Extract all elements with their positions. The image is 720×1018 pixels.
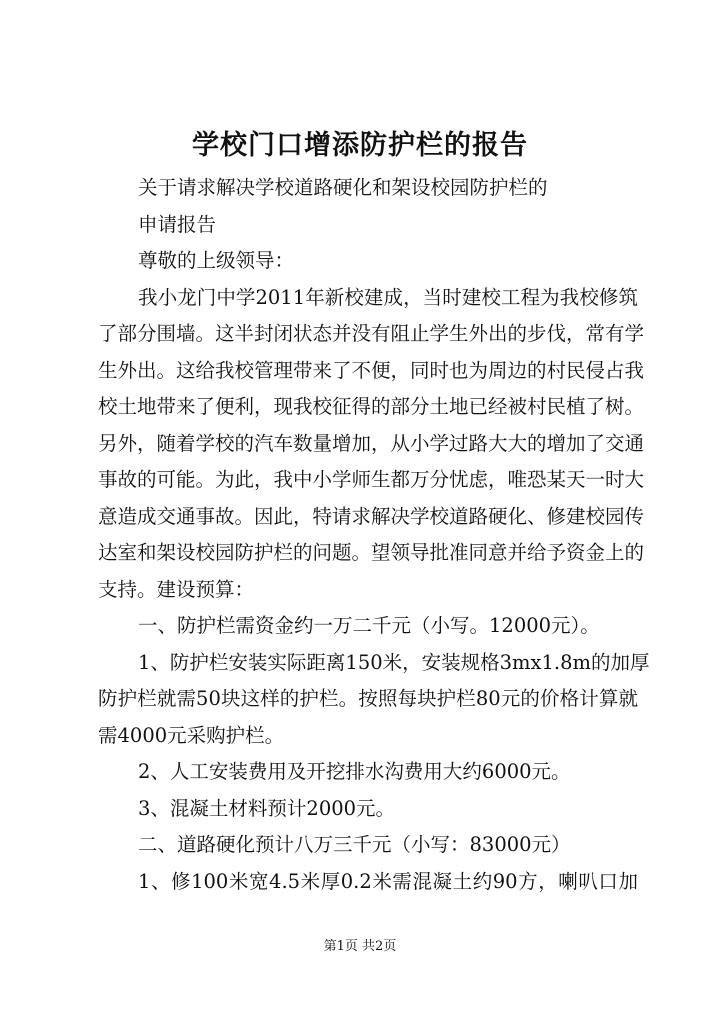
body-line: 关于请求解决学校道路硬化和架设校园防护栏的 [138, 176, 548, 199]
body-line: 我小龙门中学2011年新校建成，当时建校工程为我校修筑 [138, 285, 638, 309]
body-line: 1、防护栏安装实际距离150米，安装规格3mx1.8m的加厚 [138, 650, 650, 674]
body-line: 生外出。这给我校管理带来了不便，同时也为周边的村民侵占我 [98, 358, 645, 382]
body-line: 一、防护栏需资金约一万二千元（小写。12000元）。 [138, 614, 600, 637]
body-line: 校土地带来了便利，现我校征得的部分土地已经被村民植了树。 [98, 395, 645, 418]
body-line: 支持。建设预算： [98, 577, 255, 601]
body-line: 了部分围墙。这半封闭状态并没有阻止学生外出的步伐，常有学 [98, 322, 645, 345]
body-line: 事故的可能。为此，我中小学师生都万分忧虑，唯恐某天一时大 [98, 468, 645, 491]
body-line: 尊敬的上级领导： [138, 249, 295, 272]
body-line: 需4000元采购护栏。 [98, 723, 285, 747]
body-line: 申请报告 [138, 212, 217, 236]
body-line: 防护栏就需50块这样的护栏。按照每块护栏80元的价格计算就 [98, 687, 638, 710]
body-line: 另外，随着学校的汽车数量增加，从小学过路大大的增加了交通 [98, 431, 645, 455]
body-line: 二、道路硬化预计八万三千元（小写：83000元） [138, 833, 571, 856]
document-title: 学校门口增添防护栏的报告 [192, 130, 528, 161]
body-line: 1、修100米宽4.5米厚0.2米需混凝土约90方，喇叭口加 [138, 869, 638, 893]
body-line: 意造成交通事故。因此，特请求解决学校道路硬化、修建校园传 [98, 504, 645, 528]
document-body [98, 170, 650, 900]
body-line: 2、人工安装费用及开挖排水沟费用大约6000元。 [138, 760, 571, 783]
body-line: 3、混凝土材料预计2000元。 [138, 796, 396, 820]
page-number-footer: 第1页 共2页 [323, 939, 397, 954]
body-line: 达室和架设校园防护栏的问题。望领导批准同意并给予资金上的 [98, 541, 645, 564]
